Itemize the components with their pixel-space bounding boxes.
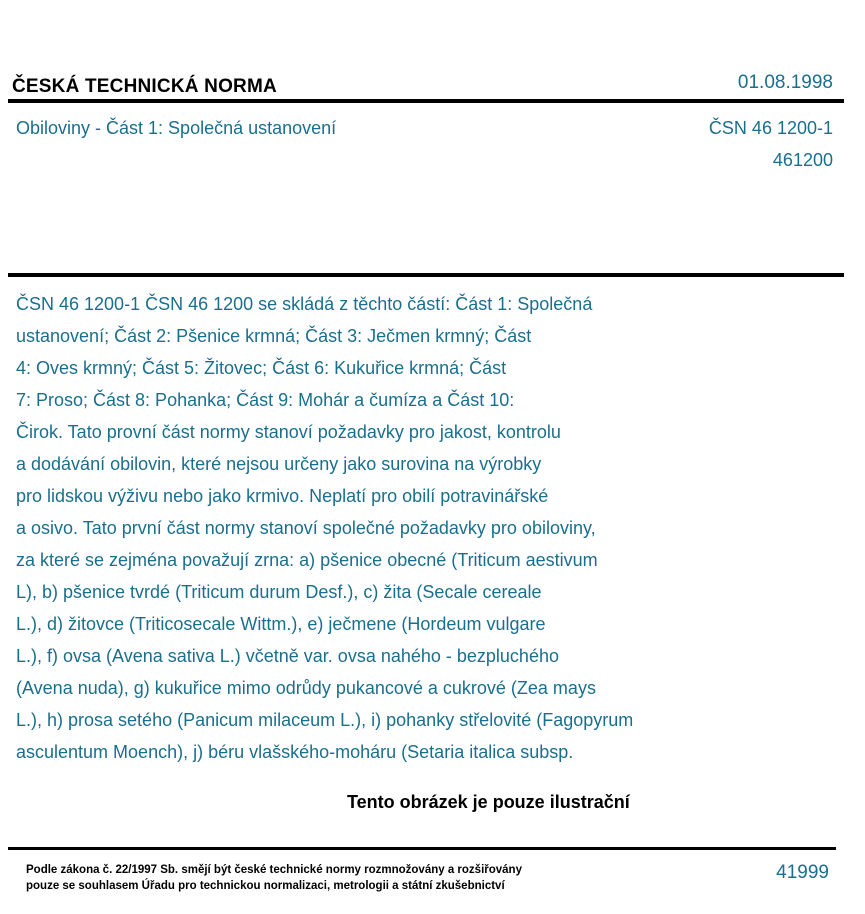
illustration-note: Tento obrázek je pouze ilustrační — [347, 792, 630, 812]
document-title: Obiloviny - Část 1: Společná ustanovení — [16, 118, 337, 138]
footer-divider — [8, 847, 836, 850]
abstract-line: ustanovení; Část 2: Pšenice krmná; Část 3: Ječmen krmný; Část — [16, 326, 532, 346]
abstract-line: L.), f) ovsa (Avena sativa L.) včetně var. ovsa nahého - bezpluchého — [16, 646, 559, 666]
publication-date: 01.08.1998 — [737, 72, 833, 93]
catalog-number: 41999 — [776, 862, 829, 883]
abstract-divider — [8, 273, 844, 277]
copyright-line: pouze se souhlasem Úřadu pro technickou normalizaci, metrologii a státní zkušebnictví — [26, 880, 505, 892]
copyright-notice — [26, 862, 522, 894]
abstract-line: Čirok. Tato provní část normy stanoví požadavky pro jakost, kontrolu — [16, 422, 561, 442]
abstract-line: asculentum Moench), j) béru vlašského-moháru (Setaria italica subsp. — [16, 742, 574, 762]
abstract-line: za které se zejména považují zrna: a) pšenice obecné (Triticum aestivum — [16, 550, 598, 570]
abstract-line: ČSN 46 1200-1 ČSN 46 1200 se skládá z těchto částí: Část 1: Společná — [16, 294, 593, 314]
abstract-line: (Avena nuda), g) kukuřice mimo odrůdy pukancové a cukrové (Zea mays — [16, 678, 596, 698]
classification-code: 461200 — [772, 150, 833, 170]
norm-header-title: ČESKÁ TECHNICKÁ NORMA — [12, 76, 277, 97]
document-code: ČSN 46 1200-1 — [708, 118, 833, 138]
abstract-text — [16, 288, 776, 768]
abstract-line: a dodávání obilovin, které nejsou určeny jako surovina na výrobky — [16, 454, 542, 474]
abstract-line: L.), d) žitovce (Triticosecale Wittm.), e) ječmene (Hordeum vulgare — [16, 614, 546, 634]
abstract-line: 7: Proso; Část 8: Pohanka; Část 9: Mohár a čumíza a Část 10: — [16, 390, 515, 410]
abstract-line: L.), h) prosa setého (Panicum milaceum L.), i) pohanky střelovité (Fagopyrum — [16, 710, 634, 730]
abstract-line: L), b) pšenice tvrdé (Triticum durum Desf.), c) žita (Secale cereale — [16, 582, 542, 602]
header-divider — [8, 99, 844, 103]
abstract-line: 4: Oves krmný; Část 5: Žitovec; Část 6: Kukuřice krmná; Část — [16, 358, 507, 378]
copyright-line: Podle zákona č. 22/1997 Sb. smějí být české technické normy rozmnožovány a rozšiřovány — [26, 864, 522, 876]
abstract-line: a osivo. Tato první část normy stanoví společné požadavky pro obiloviny, — [16, 518, 596, 538]
abstract-line: pro lidskou výživu nebo jako krmivo. Neplatí pro obilí potravinářské — [16, 486, 549, 506]
